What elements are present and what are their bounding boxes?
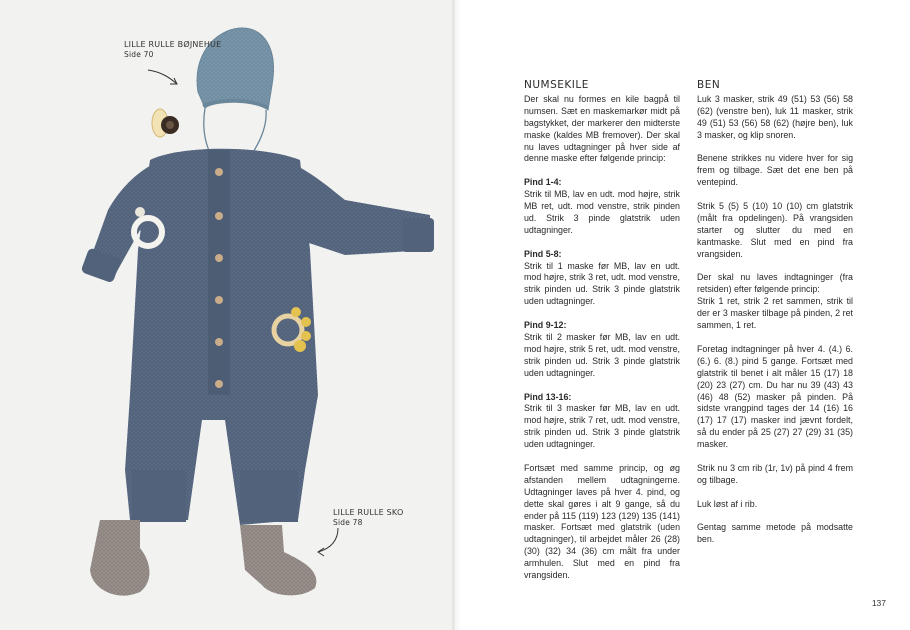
ben-paragraph: Foretag indtagninger på hver 4. (4.) 6. (6.) 6. (8.) pind 5 gange. Fortsæt med glatstrik til benet i alt måler 15 (17) 18 (20) 23 (27) cm. Du har nu 39 (43) 43 (46) 48 (52) masker på pinden. På sidste vrangpind tages der 14 (16) 16 (17) 17 (17) masker ind jævnt fordelt, så du ender på 25 (27) 27 (29) 31 (35) masker. — [697, 343, 853, 450]
step-2 — [524, 249, 680, 309]
ben-paragraph: Gentag samme metode på modsatte ben. — [697, 522, 853, 545]
ben-paragraph: Benene strikkes nu videre hver for sig frem og tilbage. Sæt det ene ben på ventepind. — [697, 153, 853, 188]
ben-paragraph: Der skal nu laves indtagninger (fra retsiden) efter følgende princip: Strik 1 ret, strik 2 ret sammen, strik til der er 3 masker tilbage på pinden, 2 ret sammen, 1 ret. — [697, 272, 853, 331]
step-text: Strik til 2 masker før MB, lav en udt. mod højre, strik 5 ret, udt. mod venstre, strik pinden ud. Strik 3 pinde glatstrik uden udtagninger. — [524, 331, 680, 378]
ben-paragraph: Strik nu 3 cm rib (1r, 1v) på pind 4 frem og tilbage. — [697, 462, 853, 485]
page-number: 137 — [871, 598, 886, 608]
text-column-left — [524, 80, 680, 594]
outro-paragraph: Fortsæt med samme princip, og øg afstanden mellem udtagningerne. Udtagninger laves på hver 4. pind, og dette skal gøres i alt 9 gange, så du ender på 115 (119) 123 (129) 135 (141) masker. Fortsæt med glatstrik (uden udtagninger), til arbejdet måler 26 (28) (30) (32) 34 (36) cm målt fra under armhulen. Slut med en pind fra vrangsiden. — [524, 462, 680, 581]
shoes-arrow — [318, 528, 338, 552]
romper — [81, 149, 434, 525]
pacifier — [152, 109, 179, 137]
page-gutter — [452, 0, 462, 630]
section-heading-ben: BEN — [697, 79, 721, 91]
step-text: Strik til 3 masker før MB, lav en udt. mod højre, strik 7 ret, udt. mod venstre, strik pinden ud. Strik 3 pinde glatstrik uden udtagninger. — [524, 403, 680, 450]
shoes — [90, 520, 316, 596]
step-title: Pind 1-4: — [524, 177, 562, 188]
step-1 — [524, 177, 680, 237]
text-column-right — [697, 80, 853, 558]
step-title: Pind 9-12: — [524, 320, 567, 331]
intro-paragraph: Der skal nu formes en kile bagpå til numsen. Sæt en maskemarkør midt på bagstykket, der markerer den midterste maske (kaldes MB fremover). Der skal nu laves udtagninger på hver side af denne maske efter følgende princip: — [524, 93, 680, 164]
step-text: Strik til MB, lav en udt. mod højre, strik MB ret, udt. mod venstre, strik pinden ud. Strik 3 pinde glatstrik uden udtagninger. — [524, 189, 680, 235]
ben-paragraph: Luk 3 masker, strik 49 (51) 53 (56) 58 (62) (venstre ben), luk 11 masker, strik 49 (51) 53 (56) 58 (62) (højre ben), luk 3 masker, og klip snoren. — [697, 93, 853, 140]
bonnet-callout-size: Side 70 — [124, 50, 154, 59]
ben-paragraph: Luk løst af i rib. — [697, 498, 758, 509]
bonnet-callout-name: LILLE RULLE BØJNEHUE — [124, 40, 222, 49]
step-title: Pind 13-16: — [524, 391, 572, 402]
step-4 — [524, 392, 680, 452]
bonnet-callout — [124, 40, 221, 60]
bonnet-arrow — [148, 70, 177, 84]
step-title: Pind 5-8: — [524, 248, 562, 259]
shoes-callout-name: LILLE RULLE SKO — [333, 508, 404, 517]
step-text: Strik til 1 maske før MB, lav en udt. mod højre, strik 3 ret, udt. mod venstre, strik pinden ud. Strik 3 pinde glatstrik uden udtagninger. — [524, 260, 680, 307]
ben-paragraph: Strik 5 (5) 5 (10) 10 (10) cm glatstrik (målt fra opdelingen). På vrangsiden starter og slutter du med en kantmaske. Slut med en pind fra vrangsiden. — [697, 201, 853, 259]
shoes-callout — [333, 508, 403, 528]
step-3 — [524, 320, 680, 380]
shoes-callout-size: Side 78 — [333, 518, 363, 527]
section-heading-numsekile: NUMSEKILE — [524, 79, 589, 91]
